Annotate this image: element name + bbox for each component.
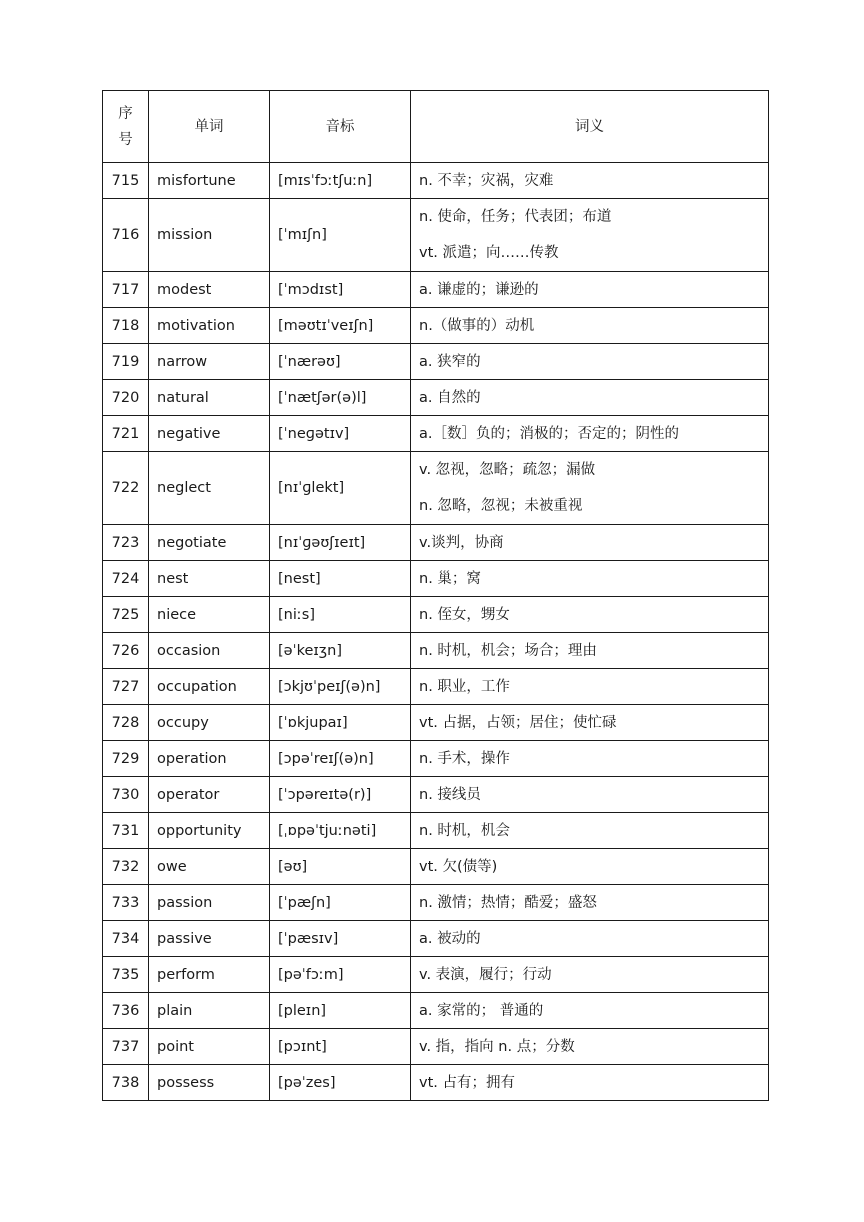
row-word: possess: [149, 1065, 270, 1101]
row-number: 716: [103, 199, 149, 272]
table-row: [103, 163, 769, 199]
row-meaning: a. 家常的； 普通的: [411, 993, 769, 1029]
row-number: 730: [103, 777, 149, 813]
table-row: [103, 705, 769, 741]
row-word: negative: [149, 416, 270, 452]
row-word: owe: [149, 849, 270, 885]
row-phonetic: [nest]: [270, 561, 411, 597]
row-meaning: a. 被动的: [411, 921, 769, 957]
row-meaning-line1: n. 使命，任务；代表团；布道: [419, 209, 612, 225]
table-row: [103, 1029, 769, 1065]
table-header-row: [103, 91, 769, 163]
row-word: passion: [149, 885, 270, 921]
table-row: [103, 957, 769, 993]
row-number: 717: [103, 272, 149, 308]
row-word: neglect: [149, 452, 270, 525]
row-meaning: n. 激情；热情；酷爱；盛怒: [411, 885, 769, 921]
row-phonetic: [pɔɪnt]: [270, 1029, 411, 1065]
row-phonetic: [pəˈfɔːm]: [270, 957, 411, 993]
row-word: perform: [149, 957, 270, 993]
table-row: [103, 993, 769, 1029]
row-phonetic: [ɔpəˈreɪʃ(ə)n]: [270, 741, 411, 777]
row-phonetic: [pəˈzes]: [270, 1065, 411, 1101]
row-word: narrow: [149, 344, 270, 380]
table-row: [103, 777, 769, 813]
row-phonetic: [ˈneɡətɪv]: [270, 416, 411, 452]
row-word: nest: [149, 561, 270, 597]
row-number: 723: [103, 525, 149, 561]
header-number-line1: 序: [118, 105, 133, 122]
row-phonetic: [əˈkeɪʒn]: [270, 633, 411, 669]
row-phonetic: [pleɪn]: [270, 993, 411, 1029]
vocabulary-table: [102, 90, 769, 1101]
row-phonetic: [nɪˈɡlekt]: [270, 452, 411, 525]
row-number: 727: [103, 669, 149, 705]
row-phonetic: [ɔkjʊˈpeɪʃ(ə)n]: [270, 669, 411, 705]
row-number: 722: [103, 452, 149, 525]
row-meaning: a. 狭窄的: [411, 344, 769, 380]
table-row: [103, 344, 769, 380]
row-word: opportunity: [149, 813, 270, 849]
row-number: 715: [103, 163, 149, 199]
table-row: [103, 1065, 769, 1101]
table-row: [103, 452, 769, 525]
row-meaning: [411, 199, 769, 272]
row-word: passive: [149, 921, 270, 957]
table-row: [103, 813, 769, 849]
table-row: [103, 741, 769, 777]
header-phonetic: 音标: [270, 91, 411, 163]
row-meaning-line1: v. 忽视，忽略；疏忽；漏做: [419, 462, 596, 478]
row-phonetic: [niːs]: [270, 597, 411, 633]
row-number: 721: [103, 416, 149, 452]
row-meaning: a. 谦虚的；谦逊的: [411, 272, 769, 308]
header-number: [103, 91, 149, 163]
row-number: 720: [103, 380, 149, 416]
row-phonetic: [ˈɒkjupaɪ]: [270, 705, 411, 741]
row-word: negotiate: [149, 525, 270, 561]
row-number: 733: [103, 885, 149, 921]
row-meaning: [411, 452, 769, 525]
row-word: occasion: [149, 633, 270, 669]
table-row: [103, 669, 769, 705]
row-number: 718: [103, 308, 149, 344]
row-meaning: n. 侄女，甥女: [411, 597, 769, 633]
row-word: operator: [149, 777, 270, 813]
row-word: operation: [149, 741, 270, 777]
row-word: plain: [149, 993, 270, 1029]
table-row: [103, 921, 769, 957]
row-phonetic: [ˈɔpəreɪtə(r)]: [270, 777, 411, 813]
row-meaning: v. 指，指向 n. 点；分数: [411, 1029, 769, 1065]
row-phonetic: [əʊ]: [270, 849, 411, 885]
row-word: motivation: [149, 308, 270, 344]
table-row: [103, 633, 769, 669]
row-number: 738: [103, 1065, 149, 1101]
row-word: occupy: [149, 705, 270, 741]
row-meaning: n. 时机，机会；场合；理由: [411, 633, 769, 669]
row-phonetic: [ˈnætʃər(ə)l]: [270, 380, 411, 416]
row-phonetic: [ˌɒpəˈtjuːnəti]: [270, 813, 411, 849]
row-number: 724: [103, 561, 149, 597]
table-row: [103, 525, 769, 561]
header-word: 单词: [149, 91, 270, 163]
row-phonetic: [ˈmɪʃn]: [270, 199, 411, 272]
row-meaning: v.谈判，协商: [411, 525, 769, 561]
table-row: [103, 561, 769, 597]
row-meaning: vt. 占据，占领；居住；使忙碌: [411, 705, 769, 741]
row-meaning: n. 职业，工作: [411, 669, 769, 705]
row-meaning: n. 巢；窝: [411, 561, 769, 597]
row-meaning-line2: n. 忽略，忽视；未被重视: [419, 498, 583, 514]
row-word: occupation: [149, 669, 270, 705]
row-number: 734: [103, 921, 149, 957]
row-phonetic: [məʊtɪˈveɪʃn]: [270, 308, 411, 344]
row-meaning-line2: vt. 派遣；向……传教: [419, 245, 559, 261]
row-number: 736: [103, 993, 149, 1029]
table-row: [103, 849, 769, 885]
header-meaning: 词义: [411, 91, 769, 163]
table-row: [103, 272, 769, 308]
table-row: [103, 597, 769, 633]
table-row: [103, 380, 769, 416]
row-word: niece: [149, 597, 270, 633]
row-word: modest: [149, 272, 270, 308]
row-phonetic: [nɪˈɡəʊʃɪeɪt]: [270, 525, 411, 561]
row-meaning: n.（做事的）动机: [411, 308, 769, 344]
row-meaning: n. 接线员: [411, 777, 769, 813]
row-phonetic: [ˈpæʃn]: [270, 885, 411, 921]
row-meaning: vt. 欠(债等): [411, 849, 769, 885]
table-row: [103, 416, 769, 452]
row-meaning: a.［数］负的；消极的；否定的；阴性的: [411, 416, 769, 452]
row-phonetic: [mɪsˈfɔːtʃuːn]: [270, 163, 411, 199]
row-number: 732: [103, 849, 149, 885]
row-word: misfortune: [149, 163, 270, 199]
row-meaning: vt. 占有；拥有: [411, 1065, 769, 1101]
row-word: mission: [149, 199, 270, 272]
row-word: point: [149, 1029, 270, 1065]
row-meaning: v. 表演，履行；行动: [411, 957, 769, 993]
row-number: 726: [103, 633, 149, 669]
row-phonetic: [ˈpæsɪv]: [270, 921, 411, 957]
row-number: 737: [103, 1029, 149, 1065]
table-row: [103, 308, 769, 344]
row-meaning: a. 自然的: [411, 380, 769, 416]
row-number: 731: [103, 813, 149, 849]
row-number: 735: [103, 957, 149, 993]
table-row: [103, 199, 769, 272]
row-number: 719: [103, 344, 149, 380]
row-word: natural: [149, 380, 270, 416]
row-phonetic: [ˈnærəʊ]: [270, 344, 411, 380]
table-row: [103, 885, 769, 921]
row-meaning: n. 手术，操作: [411, 741, 769, 777]
row-phonetic: [ˈmɔdɪst]: [270, 272, 411, 308]
row-number: 729: [103, 741, 149, 777]
row-meaning: n. 时机，机会: [411, 813, 769, 849]
header-number-line2: 号: [118, 131, 133, 148]
row-meaning: n. 不幸；灾祸，灾难: [411, 163, 769, 199]
row-number: 728: [103, 705, 149, 741]
row-number: 725: [103, 597, 149, 633]
